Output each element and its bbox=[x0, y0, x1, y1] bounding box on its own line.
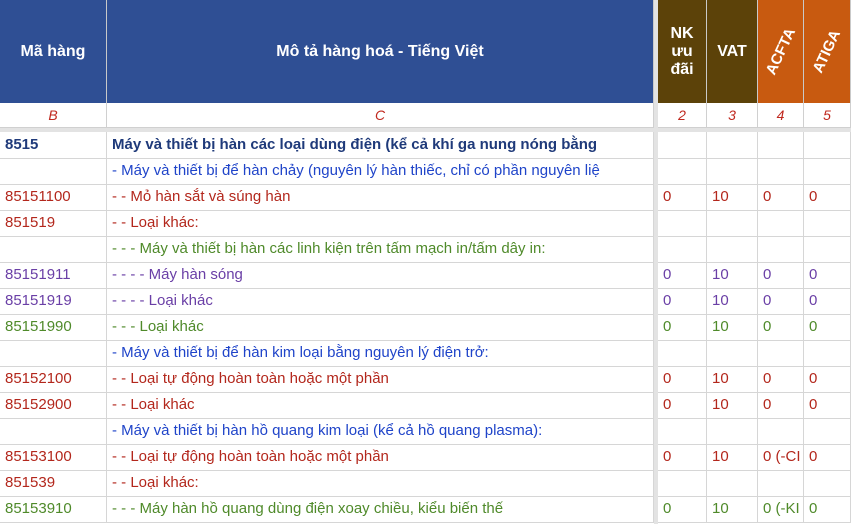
vat-cell[interactable]: 10 bbox=[707, 392, 758, 418]
header-code[interactable]: Mã hàng bbox=[0, 0, 107, 103]
code-cell[interactable]: 85152900 bbox=[0, 392, 107, 418]
atiga-cell[interactable] bbox=[804, 210, 851, 236]
description-cell[interactable]: Máy và thiết bị hàn các loại dùng điện (kể cả khí ga nung nóng bằng bbox=[107, 132, 654, 158]
nk-cell[interactable] bbox=[658, 340, 707, 366]
col-label-c: C bbox=[107, 103, 654, 128]
header-acfta-label: ACFTA bbox=[762, 25, 799, 78]
acfta-cell[interactable]: 0 bbox=[758, 288, 804, 314]
code-cell[interactable]: 85151100 bbox=[0, 184, 107, 210]
vat-cell[interactable]: 10 bbox=[707, 314, 758, 340]
atiga-cell[interactable] bbox=[804, 340, 851, 366]
table-row[interactable] bbox=[0, 184, 851, 211]
atiga-cell[interactable]: 0 bbox=[804, 496, 851, 522]
table-row[interactable] bbox=[0, 392, 851, 419]
nk-cell[interactable]: 0 bbox=[658, 496, 707, 522]
atiga-cell[interactable] bbox=[804, 470, 851, 496]
code-cell[interactable]: 851519 bbox=[0, 210, 107, 236]
acfta-cell[interactable]: 0 (-KI bbox=[758, 496, 804, 522]
description-cell[interactable]: - - - - Loại khác bbox=[107, 288, 654, 314]
code-cell[interactable] bbox=[0, 158, 107, 184]
table-row[interactable] bbox=[0, 470, 851, 497]
col-label-2: 2 bbox=[658, 103, 707, 128]
vat-cell[interactable] bbox=[707, 210, 758, 236]
header-vat[interactable]: VAT bbox=[707, 0, 758, 103]
description-cell[interactable]: - - Mỏ hàn sắt và súng hàn bbox=[107, 184, 654, 210]
nk-cell[interactable]: 0 bbox=[658, 366, 707, 392]
nk-cell[interactable] bbox=[658, 158, 707, 184]
vat-cell[interactable] bbox=[707, 158, 758, 184]
table-row[interactable] bbox=[0, 262, 851, 289]
atiga-cell[interactable]: 0 bbox=[804, 184, 851, 210]
acfta-cell[interactable]: 0 bbox=[758, 392, 804, 418]
code-cell[interactable]: 85151919 bbox=[0, 288, 107, 314]
description-cell[interactable]: - - Loại tự động hoàn toàn hoặc một phần bbox=[107, 444, 654, 470]
nk-cell[interactable] bbox=[658, 418, 707, 444]
atiga-cell[interactable] bbox=[804, 418, 851, 444]
table-row[interactable] bbox=[0, 132, 851, 159]
col-label-4: 4 bbox=[758, 103, 804, 128]
acfta-cell[interactable] bbox=[758, 340, 804, 366]
description-cell[interactable]: - - - Máy và thiết bị hàn các linh kiện trên tấm mạch in/tấm dây in: bbox=[107, 236, 654, 262]
freeze-pane-divider-vertical bbox=[654, 0, 658, 524]
atiga-cell[interactable] bbox=[804, 132, 851, 158]
acfta-cell[interactable] bbox=[758, 210, 804, 236]
vat-cell[interactable]: 10 bbox=[707, 366, 758, 392]
description-cell[interactable]: - - - Máy hàn hồ quang dùng điện xoay chiều, kiểu biến thế bbox=[107, 496, 654, 522]
description-cell[interactable]: - - Loại khác: bbox=[107, 470, 654, 496]
atiga-cell[interactable]: 0 bbox=[804, 392, 851, 418]
nk-cell[interactable]: 0 bbox=[658, 314, 707, 340]
table-row[interactable] bbox=[0, 158, 851, 185]
table-row[interactable] bbox=[0, 366, 851, 393]
acfta-cell[interactable] bbox=[758, 418, 804, 444]
description-cell[interactable]: - Máy và thiết bị hàn hồ quang kim loại (kể cả hồ quang plasma): bbox=[107, 418, 654, 444]
atiga-cell[interactable]: 0 bbox=[804, 288, 851, 314]
code-cell[interactable]: 85151911 bbox=[0, 262, 107, 288]
vat-cell[interactable]: 10 bbox=[707, 262, 758, 288]
nk-cell[interactable]: 0 bbox=[658, 288, 707, 314]
code-cell[interactable]: 85153100 bbox=[0, 444, 107, 470]
atiga-cell[interactable] bbox=[804, 158, 851, 184]
atiga-cell[interactable]: 0 bbox=[804, 366, 851, 392]
col-label-5: 5 bbox=[804, 103, 851, 128]
acfta-cell[interactable]: 0 bbox=[758, 184, 804, 210]
description-cell[interactable]: - - Loại khác: bbox=[107, 210, 654, 236]
code-cell[interactable] bbox=[0, 340, 107, 366]
nk-cell[interactable] bbox=[658, 236, 707, 262]
vat-cell[interactable] bbox=[707, 236, 758, 262]
code-cell[interactable] bbox=[0, 418, 107, 444]
table-row[interactable] bbox=[0, 210, 851, 237]
description-cell[interactable]: - - - Loại khác bbox=[107, 314, 654, 340]
vat-cell[interactable]: 10 bbox=[707, 288, 758, 314]
nk-cell[interactable] bbox=[658, 210, 707, 236]
vat-cell[interactable] bbox=[707, 418, 758, 444]
vat-cell[interactable] bbox=[707, 470, 758, 496]
col-label-3: 3 bbox=[707, 103, 758, 128]
vat-cell[interactable]: 10 bbox=[707, 184, 758, 210]
header-atiga[interactable] bbox=[804, 0, 851, 103]
table-row[interactable] bbox=[0, 340, 851, 367]
acfta-cell[interactable]: 0 bbox=[758, 314, 804, 340]
description-cell[interactable]: - Máy và thiết bị để hàn kim loại bằng nguyên lý điện trở: bbox=[107, 340, 654, 366]
header-atiga-label: ATIGA bbox=[809, 27, 845, 76]
table-row[interactable] bbox=[0, 444, 851, 471]
code-cell[interactable]: 85153910 bbox=[0, 496, 107, 522]
vat-cell[interactable]: 10 bbox=[707, 496, 758, 522]
description-cell[interactable]: - - Loại tự động hoàn toàn hoặc một phần bbox=[107, 366, 654, 392]
acfta-cell[interactable]: 0 (-CI bbox=[758, 444, 804, 470]
atiga-cell[interactable]: 0 bbox=[804, 444, 851, 470]
atiga-cell[interactable] bbox=[804, 236, 851, 262]
acfta-cell[interactable] bbox=[758, 158, 804, 184]
table-row[interactable] bbox=[0, 418, 851, 445]
atiga-cell[interactable]: 0 bbox=[804, 314, 851, 340]
acfta-cell[interactable] bbox=[758, 132, 804, 158]
table-row[interactable] bbox=[0, 236, 851, 263]
code-cell[interactable]: 85151990 bbox=[0, 314, 107, 340]
col-label-b: B bbox=[0, 103, 107, 128]
acfta-cell[interactable] bbox=[758, 470, 804, 496]
acfta-cell[interactable] bbox=[758, 236, 804, 262]
vat-cell[interactable]: 10 bbox=[707, 444, 758, 470]
code-cell[interactable] bbox=[0, 236, 107, 262]
vat-cell[interactable] bbox=[707, 132, 758, 158]
nk-cell[interactable]: 0 bbox=[658, 262, 707, 288]
header-acfta[interactable] bbox=[758, 0, 804, 103]
nk-cell[interactable]: 0 bbox=[658, 444, 707, 470]
description-cell[interactable]: - - Loại khác bbox=[107, 392, 654, 418]
atiga-cell[interactable]: 0 bbox=[804, 262, 851, 288]
header-nk[interactable]: NK ưu đãi bbox=[658, 0, 707, 103]
code-cell[interactable]: 851539 bbox=[0, 470, 107, 496]
nk-cell[interactable] bbox=[658, 132, 707, 158]
nk-cell[interactable]: 0 bbox=[658, 184, 707, 210]
code-cell[interactable]: 85152100 bbox=[0, 366, 107, 392]
description-cell[interactable]: - - - - Máy hàn sóng bbox=[107, 262, 654, 288]
nk-cell[interactable]: 0 bbox=[658, 392, 707, 418]
nk-cell[interactable] bbox=[658, 470, 707, 496]
table-row[interactable] bbox=[0, 496, 851, 523]
vat-cell[interactable] bbox=[707, 340, 758, 366]
table-row[interactable] bbox=[0, 288, 851, 315]
code-cell[interactable]: 8515 bbox=[0, 132, 107, 158]
acfta-cell[interactable]: 0 bbox=[758, 366, 804, 392]
acfta-cell[interactable]: 0 bbox=[758, 262, 804, 288]
header-description[interactable]: Mô tả hàng hoá - Tiếng Việt bbox=[107, 0, 654, 103]
table-row[interactable] bbox=[0, 314, 851, 341]
description-cell[interactable]: - Máy và thiết bị để hàn chảy (nguyên lý hàn thiếc, chỉ có phần nguyên liệ bbox=[107, 158, 654, 184]
